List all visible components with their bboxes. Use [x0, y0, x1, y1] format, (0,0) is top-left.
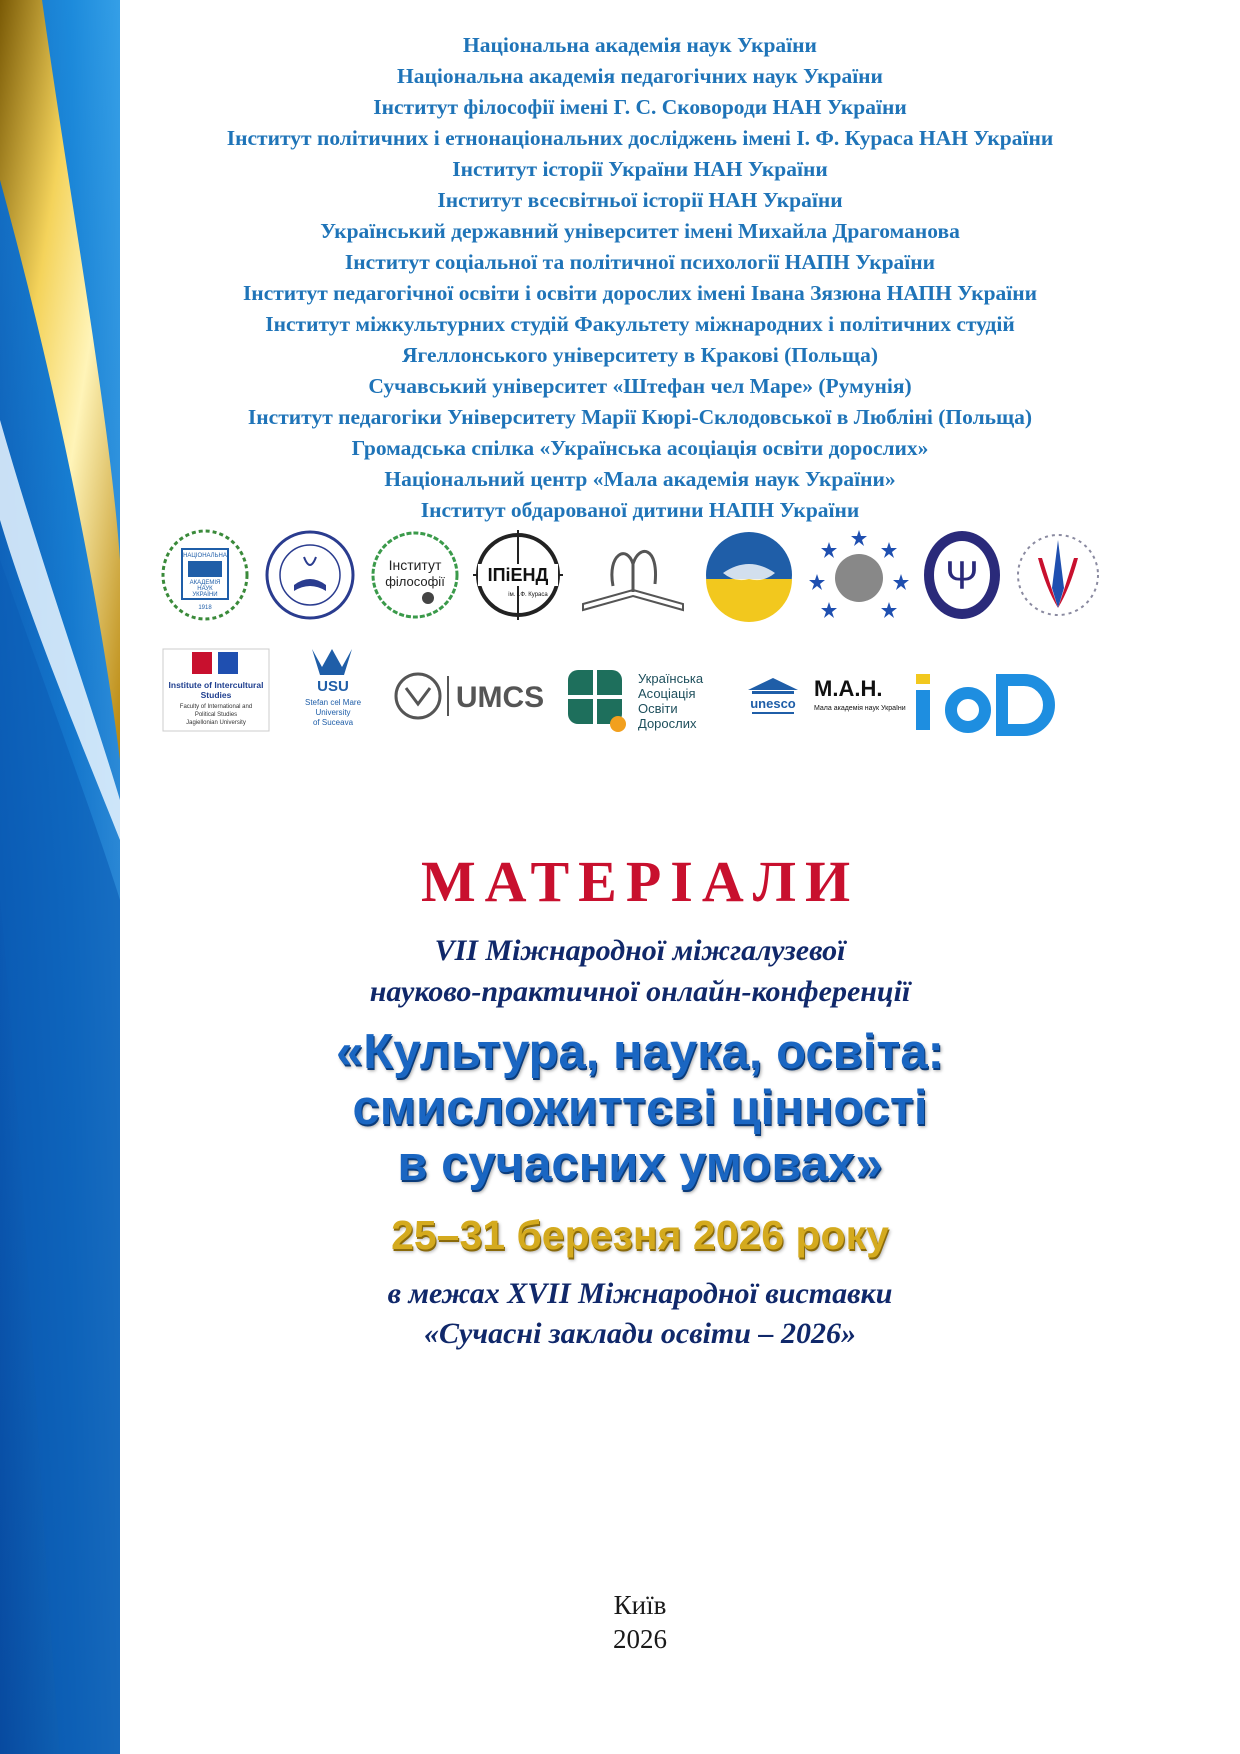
svg-text:НАЦІОНАЛЬНА: НАЦІОНАЛЬНА — [183, 553, 227, 559]
organizer-line: Інститут політичних і етнонаціональних досліджень імені І. Ф. Кураса НАН України — [226, 126, 1054, 150]
organizer-line: Інститут соціальної та політичної психології НАПН України — [344, 250, 936, 274]
svg-text:USU: USU — [317, 678, 349, 695]
pedagogy-institute-lublin-logo — [809, 528, 909, 622]
publication-place — [140, 1588, 1140, 1656]
man-logo — [812, 674, 906, 718]
organizer-line: Український державний університет імені Михайла Драгоманова — [320, 219, 960, 243]
conference-name-line: смисложиттєві цінності — [352, 1081, 928, 1135]
ipood-logo — [703, 529, 795, 621]
organizer-line: Національний центр «Мала академія наук України» — [384, 467, 896, 491]
organizer-line: Інститут обдарованої дитини НАПН України — [420, 498, 860, 522]
organizer-line: Інститут всесвітньої історії НАН України — [437, 188, 843, 212]
conference-name-line: в сучасних умовах» — [397, 1137, 883, 1191]
logos-row-1 — [160, 528, 1100, 622]
subtitle-line: науково-практичної онлайн-конференції — [369, 975, 911, 1008]
organizer-line: Сучавський університет «Штефан чел Маре» (Румунія) — [368, 374, 912, 398]
organizer-line: Національна академія наук України — [463, 33, 817, 57]
organizer-line: Інститут історії України НАН України — [452, 157, 828, 181]
svg-text:Jagiellonian University: Jagiellonian University — [186, 720, 246, 726]
organizer-line: Інститут міжкультурних студій Факультету міжнародних і політичних студій — [265, 312, 1015, 336]
svg-text:філософії: філософії — [384, 574, 445, 589]
page-title: МАТЕРІАЛИ — [420, 849, 860, 914]
svg-text:Ψ: Ψ — [945, 554, 979, 598]
dragomanov-university-logo — [264, 529, 356, 621]
uaod-logo — [566, 668, 730, 734]
organizer-line: Інститут філософії імені Г. С. Сковороди НАН України — [373, 95, 907, 119]
social-political-psychology-logo — [922, 529, 1002, 621]
organizer-line: Ягеллонського університету в Кракові (Польща) — [402, 343, 878, 367]
svg-text:Faculty of International and: Faculty of International and — [179, 704, 253, 710]
svg-text:Дорослих: Дорослих — [638, 716, 697, 731]
svg-text:АКАДЕМІЯ: АКАДЕМІЯ — [189, 580, 221, 586]
unesco-logo — [744, 674, 802, 724]
svg-text:Political Studies: Political Studies — [194, 712, 238, 718]
svg-text:Institute of Intercultural: Institute of Intercultural — [168, 680, 264, 690]
svg-text:University: University — [315, 708, 351, 717]
exhibition-line: «Сучасні заклади освіти – 2026» — [424, 1317, 856, 1350]
organizer-line: Інститут педагогічної освіти і освіти дорослих імені Івана Зязюна НАПН України — [242, 281, 1038, 305]
svg-text:Мала академія наук України: Мала академія наук України — [814, 705, 906, 712]
conference-name-line: «Культура, наука, освіта: — [336, 1025, 944, 1079]
svg-text:М.А.Н.: М.А.Н. — [814, 676, 883, 701]
gifted-child-institute-logo — [1016, 528, 1100, 622]
university-monogram-logo — [577, 534, 689, 616]
svg-text:unesco: unesco — [750, 696, 796, 711]
svg-text:ім. І.Ф. Кураса: ім. І.Ф. Кураса — [508, 592, 548, 598]
svg-text:of Suceava: of Suceava — [312, 718, 354, 727]
suceava-university-logo — [298, 645, 368, 729]
jagiellonian-intercultural-logo — [162, 648, 270, 732]
svg-text:UMCS: UMCS — [455, 681, 545, 714]
umcs-logo — [392, 668, 554, 724]
svg-text:Освіти: Освіти — [638, 701, 678, 716]
exhibition-note — [140, 1274, 1140, 1354]
nanu-logo — [160, 529, 250, 621]
svg-text:Українська: Українська — [638, 671, 704, 686]
svg-text:ІПіЕНД: ІПіЕНД — [487, 565, 549, 585]
svg-text:УКРАЇНИ: УКРАЇНИ — [192, 592, 218, 598]
city: Київ — [613, 1590, 667, 1620]
svg-text:Асоціація: Асоціація — [638, 686, 696, 701]
organizers-list — [140, 30, 1140, 526]
svg-text:Studies: Studies — [200, 690, 232, 700]
svg-text:Інститут: Інститут — [388, 557, 441, 573]
subtitle-line: VII Міжнародної міжгалузевої — [434, 934, 846, 967]
organizer-line: Інститут педагогіки Університету Марії Кюрі-Склодовської в Любліні (Польща) — [247, 405, 1033, 429]
conference-name — [140, 1024, 1140, 1192]
year: 2026 — [613, 1624, 667, 1654]
exhibition-line: в межах XVII Міжнародної виставки — [387, 1277, 893, 1310]
svg-text:НАУК: НАУК — [197, 586, 213, 592]
conference-subtitle — [140, 930, 1140, 1012]
conference-dates: 25–31 березня 2026 року — [391, 1212, 889, 1258]
organizer-line: Громадська спілка «Українська асоціація освіти дорослих» — [351, 436, 929, 460]
svg-text:Stefan cel Mare: Stefan cel Mare — [304, 698, 362, 707]
iod-logo — [912, 670, 1062, 734]
organizer-line: Національна академія педагогічних наук України — [397, 64, 883, 88]
decorative-side-band — [0, 0, 120, 1754]
svg-text:1918: 1918 — [198, 605, 212, 611]
ipiend-logo — [473, 530, 563, 620]
institute-philosophy-logo — [370, 530, 460, 620]
